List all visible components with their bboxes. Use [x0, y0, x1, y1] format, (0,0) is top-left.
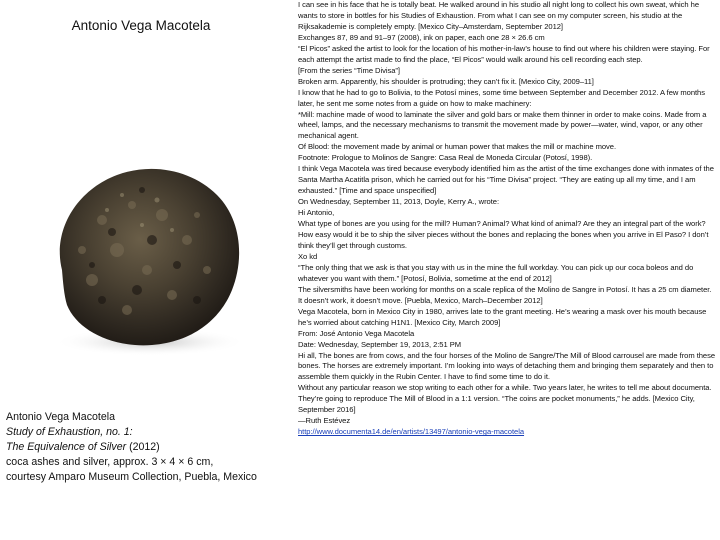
caption-subtitle-line: [6, 440, 282, 455]
artwork-photo: [22, 150, 262, 360]
text-paragraph: Footnote: Prologue to Molinos de Sangre: Casa Real de Moneda Circular (Potosí, 1998).: [298, 153, 593, 163]
text-paragraph: Without any particular reason we stop writing to each other for a while. Two years later, he writes to tell me about documenta. They’re going to reproduce The Mill of Blood in a 1:1 version. “The coins are pocket monuments,” he adds. [Mexico City, September 2016]: [298, 383, 712, 415]
text-paragraph: From: José Antonio Vega Macotela: [298, 328, 415, 338]
text-paragraph: I think Vega Macotela was tired because everybody identified him as the artist of the time exchanges done with inmates of the Santa Martha Acatitla prison, which he carried out for his “Time Divisa” project. “They are eating up all my time, and I am exhausted.” [Time and space unspecified]: [298, 164, 714, 196]
text-paragraph: *Mill: machine made of wood to laminate the silver and gold bars or make them thinner in order to make coins. Made from a wheel, lamps, and the necessary mechanisms to transmit the movement made by power—water, wind, vapor, or any other mechanical agent.: [298, 109, 707, 141]
caption-credit: courtesy Amparo Museum Collection, Puebla, Mexico: [6, 471, 257, 483]
text-paragraph: —Ruth Estévez: [298, 416, 351, 426]
caption-title: Study of Exhaustion, no. 1:: [6, 426, 133, 438]
text-paragraph: Hi all, The bones are from cows, and the four horses of the Molino de Sangre/The Mill of Blood carrousel are made from these bones. The horses are extremely important. I’m looking into ways of detaching them and bringing them separately and then to assemble them quickly in the Rubin Center. I have to find some time to do it.: [298, 350, 716, 382]
caption-year: (2012): [126, 441, 160, 453]
text-paragraph: I can see in his face that he is totally beat. He walked around in his studio all night long to collect his own sweat, which he wants to store in bottles for his Studies of Exhaustion. From what I can see on my computer screen, his studio at the Rijksakademie is completely empty. [Mexico City–Amsterdam, September 2012]: [298, 0, 699, 31]
text-paragraph: I know that he had to go to Bolivia, to the Potosí mines, some time between September and December 2012. A few months later, he sent me some notes from a guide on how to make machinery:: [298, 87, 705, 108]
caption-artist: Antonio Vega Macotela: [6, 411, 115, 423]
text-paragraph: Date: Wednesday, September 19, 2013, 2:51 PM: [298, 339, 461, 349]
left-panel: [0, 0, 282, 540]
text-paragraph: [From the series “Time Divisa”]: [298, 65, 400, 75]
text-paragraph: Vega Macotela, born in Mexico City in 1980, arrives late to the grant meeting. He’s wearing a mask over his mouth because he’s worried about catching H1N1. [Mexico City, March 2009]: [298, 306, 707, 327]
text-paragraph: Broken arm. Apparently, his shoulder is protruding; they can’t fix it. [Mexico City, 2009–11]: [298, 76, 594, 86]
source-link[interactable]: http://www.documenta14.de/en/artists/13497/antonio-vega-macotela: [298, 427, 525, 437]
text-paragraph: The silversmiths have been working for months on a scale replica of the Molino de Sangre in Potosí. It has a 25 cm diameter. It doesn’t work, it doesn’t move. [Puebla, Mexico, March–December 2012]: [298, 284, 712, 305]
text-paragraph: On Wednesday, September 11, 2013, Doyle, Kerry A., wrote:: [298, 197, 500, 207]
text-paragraph: “El Picos” asked the artist to look for the location of his mother-in-law’s house to find out where his children were staying. For each attempt the artist made to find the place, “El Picos” would walk around his cell recording each step.: [298, 43, 710, 64]
text-paragraph: Of Blood: the movement made by animal or human power that makes the mill or machine move.: [298, 142, 617, 152]
text-paragraph: Hi Antonio,: [298, 208, 335, 218]
text-paragraph: Xo kd: [298, 251, 318, 261]
artist-heading: Antonio Vega Macotela: [71, 18, 211, 33]
caption-medium: coca ashes and silver, approx. 3 × 4 × 6 cm,: [6, 456, 214, 468]
text-paragraph: What type of bones are you using for the mill? Human? Animal? What kind of animal? Are they an integral part of the work? How easy would it be to ship the silver pieces without the bones and replacing the bones when you arrive in El Paso? I don’t think they’ll get through customs.: [298, 219, 709, 250]
text-paragraph: Exchanges 87, 89 and 91–97 (2008), ink on paper, each one 28 × 26.6 cm: [298, 32, 545, 42]
caption-subtitle: The Equivalence of Silver: [6, 441, 127, 453]
artwork-caption: [6, 410, 282, 485]
text-paragraph: “The only thing that we ask is that you stay with us in the mine the full workday. You can pick up our coca boleos and do whatever you want with them.” [Potosí, Bolivia, sometime at the end of 2012]: [298, 262, 694, 283]
essay-text: [298, 0, 716, 540]
